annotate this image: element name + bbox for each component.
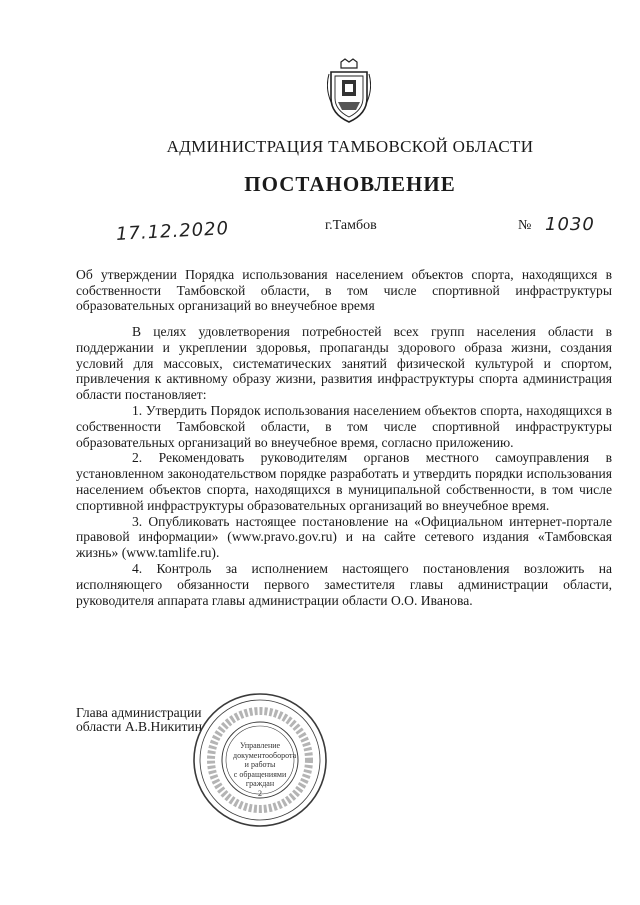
- organization-title: АДМИНИСТРАЦИЯ ТАМБОВСКОЙ ОБЛАСТИ: [166, 137, 534, 156]
- item-paragraph: 2. Рекомендовать руководителям органов местного самоуправления в установленном законодательством порядке разработать и утвердить порядки использования населением объектов спорта, находящихся в муниципальной собственности, в том числе спортивной инфраструктуры образовательных организаций во внеучебное время.: [76, 450, 612, 513]
- stamp-line: граждан: [245, 779, 275, 788]
- item-paragraph: 4. Контроль за исполнением настоящего постановления возложить на исполняющего обязанности первого заместителя главы администрации области, руководителя аппарата главы администрации области О.О. Иванова.: [76, 560, 612, 608]
- signatory-name: области А.В.Никитин: [76, 719, 202, 734]
- handwritten-date: 17.12.2020: [115, 218, 230, 245]
- preamble-paragraph: В целях удовлетворения потребностей всех групп населения области в поддержании и укреплении здоровья, пропаганды здорового образа жизни, создания условий для массовых, систематических занятий физической культурой и спортом, привлечения к активному образу жизни, развития инфраструктуры спорта администрация области постановляет:: [76, 324, 612, 403]
- signature-block: [76, 706, 202, 734]
- stamp-inner-text: [233, 741, 297, 798]
- item-paragraph: 1. Утвердить Порядок использования населением объектов спорта, находящихся в собственности Тамбовской области, в том числе спортивной инфраструктуры образовательных организаций во внеучебное время, согласно приложению.: [76, 402, 612, 450]
- signatory-title: Глава администрации: [76, 705, 202, 720]
- number-sign: №: [518, 218, 532, 233]
- document-type-title: ПОСТАНОВЛЕНИЕ: [244, 172, 456, 196]
- tambov-coat-of-arms-icon: [327, 58, 371, 124]
- document-body: [76, 324, 612, 608]
- document-subject: Об утверждении Порядка использования населением объектов спорта, находящихся в собственности Тамбовской области, в том числе спортивной инфраструктуры образовательных организаций во внеучебное время: [76, 267, 612, 313]
- stamp-line: документооборота: [233, 750, 297, 760]
- stamp-line: и работы: [244, 760, 276, 769]
- stamp-line: 2: [258, 788, 262, 798]
- stamp-line: с обращениями: [233, 769, 287, 779]
- handwritten-document-number: 1030: [545, 214, 595, 235]
- stamp-line: Управление: [239, 741, 281, 750]
- item-paragraph: 3. Опубликовать настоящее постановление на «Официальном интернет-портале правовой информации» (www.pravo.gov.ru) и на сайте сетевого издания «Тамбовская жизнь» (www.tamlife.ru).: [76, 513, 612, 561]
- city-label: г.Тамбов: [325, 218, 377, 233]
